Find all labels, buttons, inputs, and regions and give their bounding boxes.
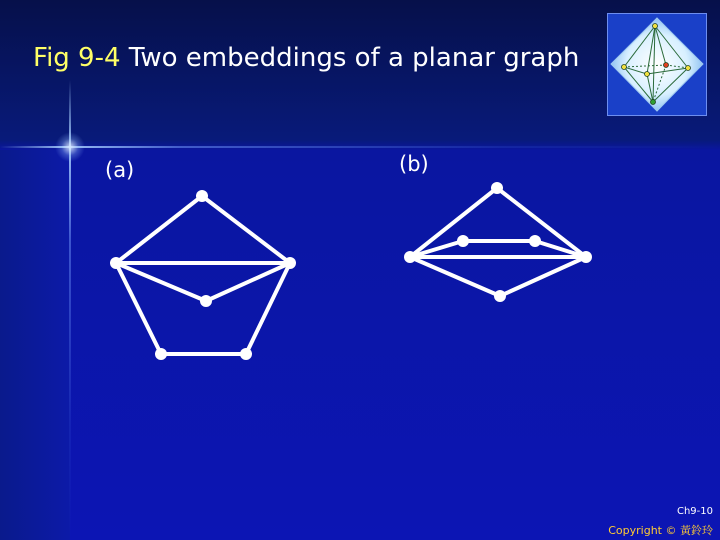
graph-embedding-a (110, 190, 296, 360)
graph-embedding-b (404, 182, 592, 302)
title-figure-number: Fig 9-4 (33, 43, 121, 73)
title-text: Two embeddings of a planar graph (120, 43, 580, 73)
panel-b-label: (b) (399, 152, 429, 176)
panel-a-label: (a) (105, 158, 135, 182)
page-number: Ch9-10 (676, 506, 713, 517)
copyright-notice: Copyright © 黃鈴玲 (608, 524, 713, 537)
